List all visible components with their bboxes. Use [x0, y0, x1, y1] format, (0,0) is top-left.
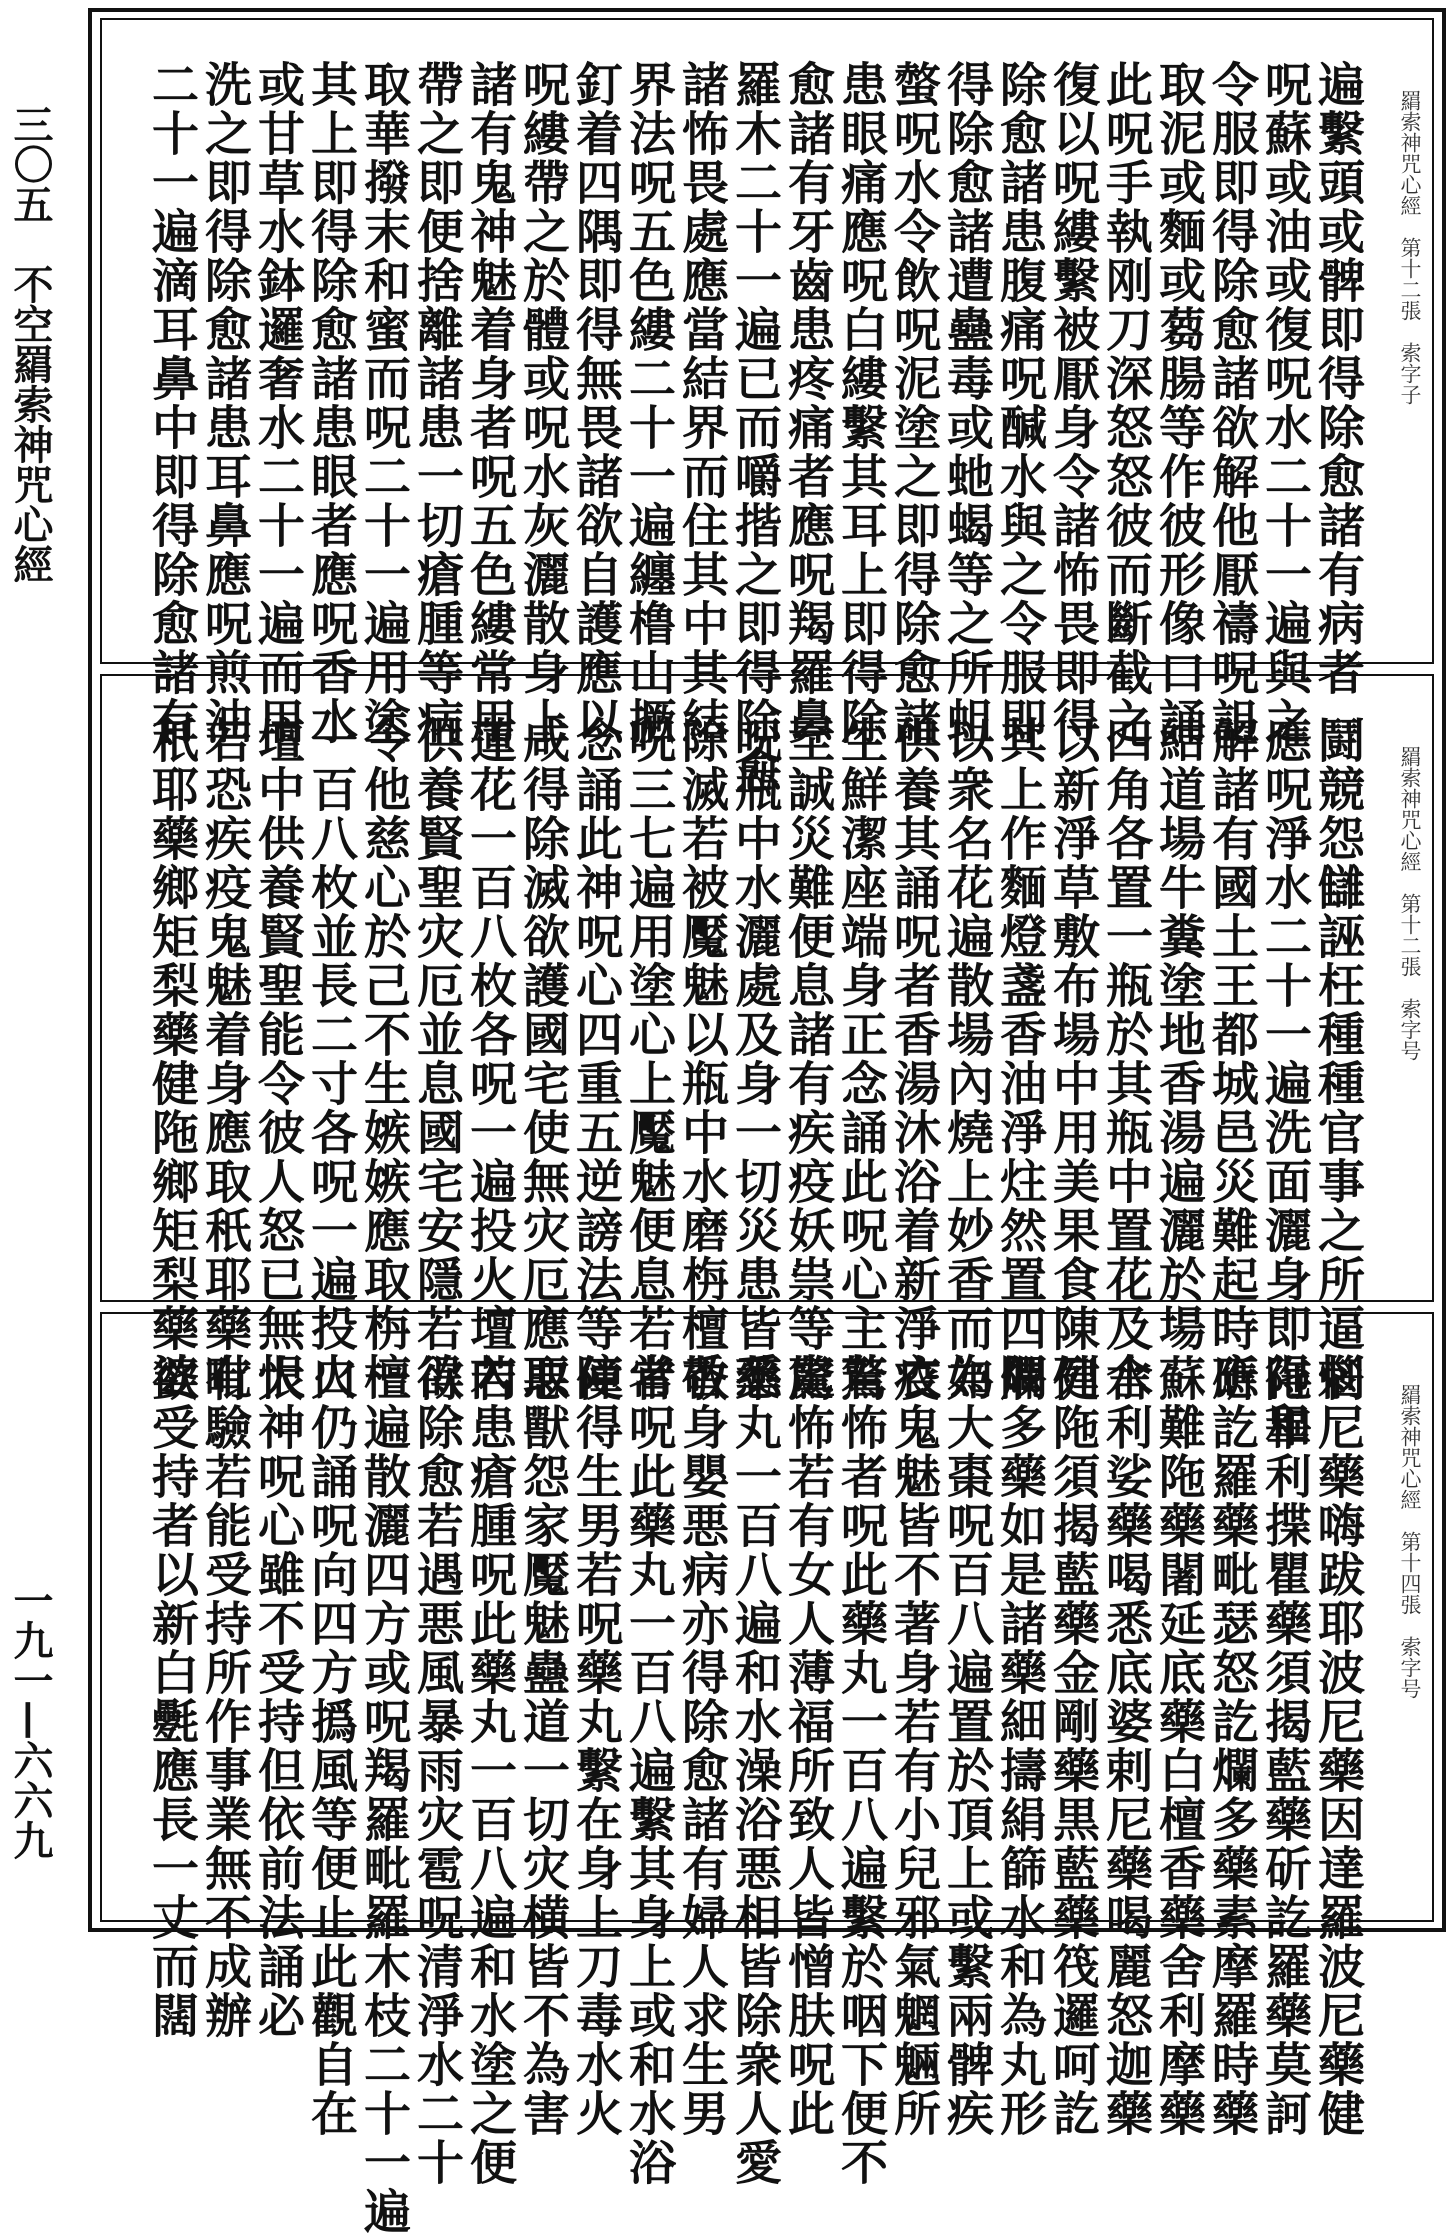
text-column: 此呪手執刚刀深怒怒彼而斷截之 — [1098, 60, 1153, 746]
text-column: 或甘草水鉢邏奢水二十一遍而用 — [250, 60, 305, 746]
page-frame — [88, 8, 1446, 2236]
text-column: 驚怖若有女人薄福所致人皆憎肤呪此 — [780, 1354, 835, 2138]
text-column: 舍利娑藥喝悉底婆剌尼藥喝麗怒迦藥 — [1098, 1354, 1153, 2138]
text-column: 供養賢聖灾厄並息國宅安隱若欲 — [409, 716, 464, 1402]
text-column: 令服即得除愈諸欲解他厭禱呪詛 — [1204, 60, 1259, 746]
text-column: 鬪競怨讎誣枉種種官事之所逼惱 — [1310, 716, 1365, 1402]
text-column: 口仍誦呪向四方撝風等便止此觀自在 — [303, 1354, 358, 2138]
text-column: 其上即得除愈諸患眼者應呪香水 — [303, 60, 358, 746]
text-column: 斫訖羅藥毗瑟怒訖爛多藥素摩羅時藥 — [1204, 1354, 1259, 2138]
text-column: 二十一遍滴耳鼻中即得除愈諸有 — [144, 60, 199, 746]
text-column: 大神呪心雖不受持但依前法誦必 — [250, 1354, 305, 2040]
text-column: 得除愈若遇悪風暴雨灾雹呪清淨水二十 — [409, 1354, 464, 2187]
text-column: 悪獸怨家魘魅蠱道一切灾横皆不為害 — [515, 1354, 570, 2138]
text-columns — [145, 1354, 1364, 2236]
text-column: 諸有鬼神魅着身者呪五色縷常用 — [462, 60, 517, 746]
text-column: 呪蘇或油或復呪水二十一遍與之 — [1257, 60, 1312, 746]
panel-margin-note: 羂索神咒心經 第十二張 索字号 — [1398, 746, 1422, 1061]
text-column: 愈諸有牙齒患疼痛者應呪羯羅鼻 — [780, 60, 835, 746]
panel-margin-note: 羂索神咒心經 第十二張 索字子 — [1398, 90, 1422, 405]
text-column: 若患瘡腫呪此藥丸一百八遍和水塗之便 — [462, 1354, 517, 2187]
text-column: 剌尼藥嗨跋耶波尼藥因達羅波尼藥健 — [1310, 1354, 1365, 2138]
text-column: 秖耶藥鄉矩梨藥健陁鄉矩梨藥婆 — [144, 716, 199, 1402]
text-column: 取華撥末和蜜而呪二十一遍用塗 — [356, 60, 411, 746]
text-column: 蘇難陁藥闍延底藥白檀香藥舍利摩藥 — [1151, 1354, 1206, 2138]
text-column: 除愈諸患腹痛呪醎水與之令服即 — [992, 60, 1047, 746]
text-column: 若恐疾疫鬼魅着身應取秖耶藥毗 — [197, 716, 252, 1402]
text-column: 欲受持者以新白氎應長一丈而闊 — [144, 1354, 199, 2040]
text-column: 帶之即便捨離諸患一切瘡腫等病 — [409, 60, 464, 746]
text-column: 疫鬼魅皆不著身若有小兒邪氣魍魎所 — [886, 1354, 941, 2138]
text-column: 供養其誦呪者香湯沐浴着新淨衣 — [886, 716, 941, 1402]
text-column: 結道場牛糞塗地香湯遍灑於場 — [1151, 716, 1206, 1353]
text-column: 壇中供養賢聖能令彼人怒已無恨 — [250, 716, 305, 1402]
text-column: 其上作麵燈盞香油淨炷然置四隅 — [992, 716, 1047, 1402]
text-column: 念誦此神呪心四重五逆謗法等障 — [568, 716, 623, 1402]
text-column: 一百八枚並長二寸各呪一遍投火 — [303, 716, 358, 1402]
text-column: 呪縷帶之於體或呪水灰灑散身上 — [515, 60, 570, 746]
text-column: 界法呪五色縷二十一遍纏橹山撅 — [621, 60, 676, 746]
text-column: 一遍散灑四方或呪羯羅毗羅木枝二十一遍 — [356, 1354, 411, 2236]
text-column: 陁畢利揲瞿藥須揭藍藥斫訖羅藥莫訶 — [1257, 1354, 1312, 2138]
text-column: 解諸有國土王都城邑災難起時應 — [1204, 716, 1259, 1402]
text-column: 諸怖畏處應當結界而住其中其結 — [674, 60, 729, 746]
text-column: 咸得除滅欲護國宅使無灾厄應取 — [515, 716, 570, 1402]
panel-margin-note: 羂索神咒心經 第十四張 索字号 — [1398, 1384, 1422, 1699]
text-column: 爛多藥如是諸藥細擣絹篩水和為丸形 — [992, 1354, 1047, 2138]
text-column: 呪瓶中水灑處及身一切災患皆悉 — [727, 716, 782, 1402]
text-column: 釘着四隅即得無畏諸欲自護應以 — [568, 60, 623, 746]
side-title: 三〇五 不空羂索神咒心經 — [7, 104, 54, 584]
text-column: 四角各置一瓶於其瓶中置花及水 — [1098, 716, 1153, 1402]
text-column: 至誠災難便息諸有疾疫妖祟等處 — [780, 716, 835, 1402]
text-column: 復以呪縷繫被厭身令諸怖畏即得 — [1045, 60, 1100, 746]
text-column: 羅木二十一遍已而嚼揩之即得除愈 — [727, 60, 782, 795]
text-panel-middle — [100, 674, 1434, 1451]
text-column: 者呪此藥丸一百八遍繫其身上或和水浴 — [621, 1354, 676, 2187]
text-column: 敬身嬰悪病亦得除愈諸有婦人求生男 — [674, 1354, 729, 2138]
text-column: 以衆名花遍散場內燒上妙香而為 — [939, 716, 994, 1402]
text-column: 令他慈心於己不生嫉嫉應取栴檀 — [356, 716, 411, 1402]
text-column: 藥丸一百八遍和水澡浴悪相皆除衆人愛 — [727, 1354, 782, 2187]
text-column: 取泥或麵或蒭腸等作彼形像口誦 — [1151, 60, 1206, 746]
text-column: 生鮮潔座端身正念誦此呪心主若 — [833, 716, 888, 1402]
text-column: 以新淨草敷布場中用美果食陳列 — [1045, 716, 1100, 1402]
text-panel-bottom — [100, 1312, 1434, 2236]
text-column: 健陁須揭藍藥金剛藥黒藍藥筏邏呵訖 — [1045, 1354, 1100, 2138]
text-column: 洗之即得除愈諸患耳鼻應呪煎油 — [197, 60, 252, 746]
text-column: 應呪淨水二十一遍洗面灑身即得和 — [1257, 716, 1312, 1451]
text-column: 便得生男若呪藥丸繫在身上刀毒水火 — [568, 1354, 623, 2138]
text-column: 患眼痛應呪白縷繫其耳上即得除 — [833, 60, 888, 746]
text-column: 遍繫頭或髀即得除愈諸有病者 — [1310, 60, 1365, 697]
text-column: 得除愈諸遭蠱毒或虵蝎等之所蛆 — [939, 60, 994, 746]
side-page-number: 一九一—六六九 — [7, 1580, 54, 1860]
text-column: 除滅若被魘魅以瓶中水磨栴檀香 — [674, 716, 729, 1402]
text-column: 螫呪水令飲呪泥塗之即得除愈諸 — [886, 60, 941, 746]
text-column: 驚怖者呪此藥丸一百八遍繫於咽下便不 — [833, 1354, 888, 2187]
text-column: 呪三七遍用塗心上魘魅便息若常 — [621, 716, 676, 1402]
text-column: 有驗若能受持所作事業無不成辦 — [197, 1354, 252, 2040]
text-column: 蓮花一百八枚各呪一遍投火壇內 — [462, 716, 517, 1402]
text-column: 如大棗呪百八遍置於頂上或繫兩髀疾 — [939, 1354, 994, 2138]
text-panel-top — [100, 18, 1434, 795]
